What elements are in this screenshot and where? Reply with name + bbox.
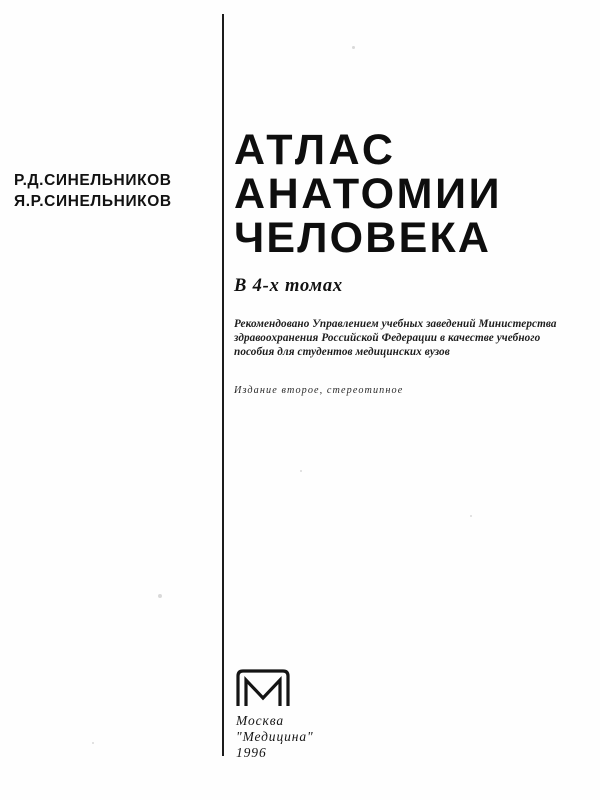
edition-statement: Издание второе, стереотипное: [234, 384, 404, 396]
scan-speckle: [470, 515, 472, 517]
vertical-rule-divider: [222, 14, 224, 756]
page-title-line-1: АТЛАС: [234, 126, 397, 174]
scan-speckle: [92, 742, 94, 744]
scan-speckle: [300, 470, 302, 472]
author-names: [14, 170, 214, 212]
publication-year: 1996: [236, 745, 267, 760]
scan-speckle: [352, 46, 355, 49]
title-block: [234, 128, 584, 396]
meditsina-publisher-logo-icon: [234, 668, 292, 708]
publisher-city: Москва: [236, 713, 285, 728]
author-name-secondary: Я.Р.СИНЕЛЬНИКОВ: [14, 193, 172, 210]
page-title-line-3: ЧЕЛОВЕКА: [234, 214, 492, 262]
publisher-imprint: [234, 668, 474, 761]
page-title-line-2: АНАТОМИИ: [234, 170, 503, 218]
author-name-primary: Р.Д.СИНЕЛЬНИКОВ: [14, 172, 172, 189]
publisher-name: "Медицина": [236, 729, 314, 744]
ministry-approval-note: Рекомендовано Управлением учебных заведений Министерства здравоохранения Российской Федерации в качестве учебного пособия для студентов медицинских вузов: [234, 318, 557, 359]
scan-speckle: [158, 594, 162, 598]
volume-count-subtitle: В 4-х томах: [234, 276, 343, 296]
imprint-lines: [236, 713, 474, 761]
